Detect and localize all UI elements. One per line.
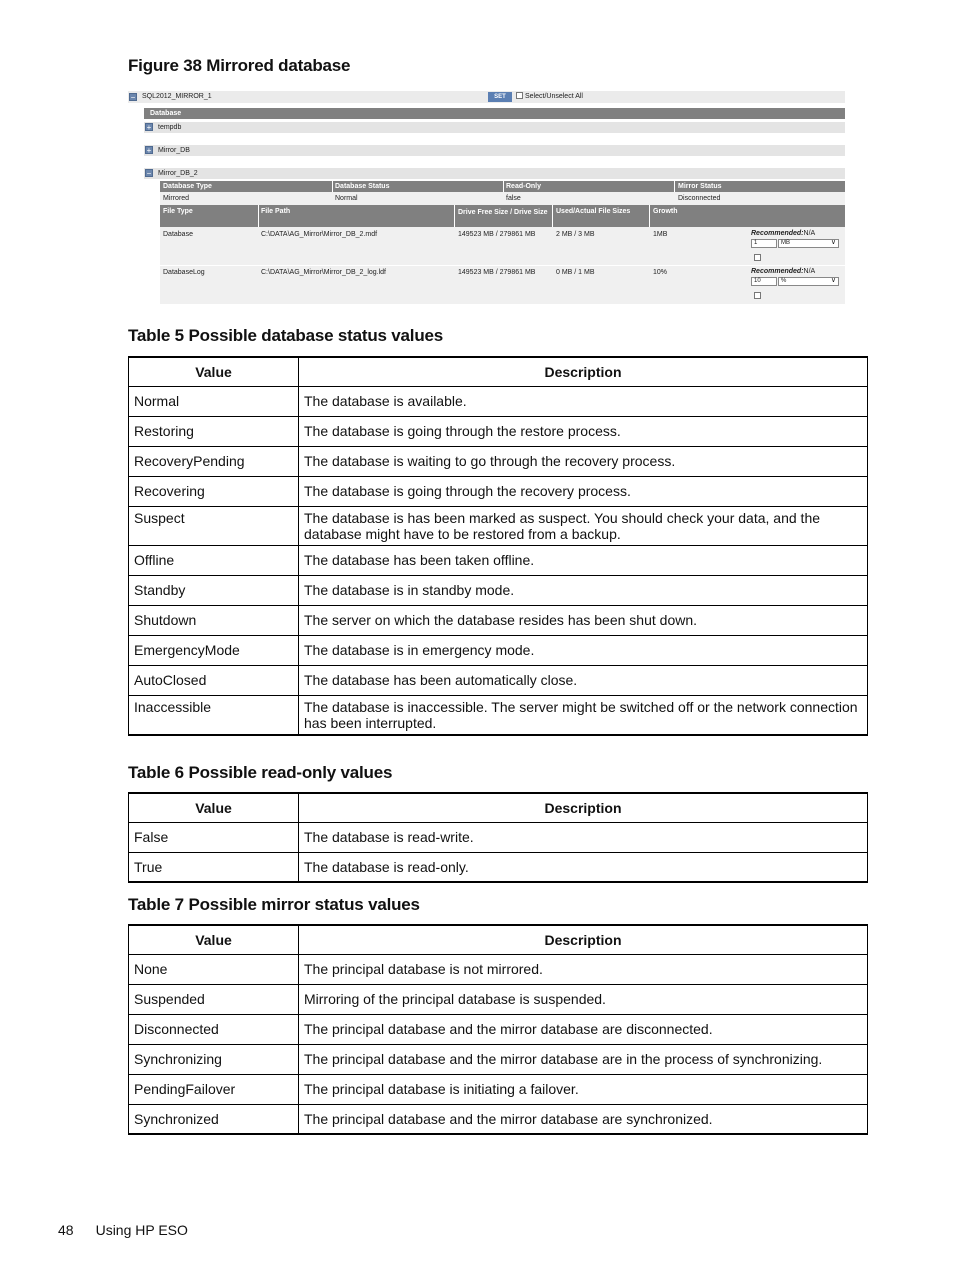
file-type: DatabaseLog (163, 269, 205, 276)
table-row (129, 545, 868, 575)
status-value: Standby (129, 575, 299, 605)
column-header-value: Value (129, 793, 299, 822)
status-value: RecoveryPending (129, 446, 299, 476)
header-database-type: Database Type (163, 183, 212, 190)
status-value: Shutdown (129, 605, 299, 635)
page-footer (58, 1222, 188, 1238)
file-type: Database (163, 231, 193, 238)
growth-checkbox[interactable] (754, 292, 761, 299)
growth-input[interactable]: 1 (751, 239, 777, 248)
header-drive-size: Drive Free Size / Drive Size (458, 209, 548, 216)
mirrored-database-screenshot (128, 87, 845, 304)
table6-caption: Table 6 Possible read-only values (128, 763, 393, 782)
table-row (129, 1104, 868, 1134)
db-name-mirror-db: Mirror_DB (158, 147, 190, 154)
status-value: Inaccessible (129, 695, 299, 735)
growth-unit-select[interactable] (778, 277, 839, 286)
table-row (129, 1074, 868, 1104)
status-value: Suspect (129, 506, 299, 545)
file-used-size: 0 MB / 1 MB (556, 269, 595, 276)
recommended-label: Recommended: (751, 268, 804, 275)
select-all-checkbox[interactable] (516, 92, 523, 99)
status-description: The database has been taken offline. (299, 545, 868, 575)
db-row-tempdb (144, 122, 845, 133)
status-description: The database is waiting to go through the recovery process. (299, 446, 868, 476)
file-path: C:\DATA\AG_Mirror\Mirror_DB_2_log.ldf (261, 269, 386, 276)
file-drive-size: 149523 MB / 279861 MB (458, 269, 536, 276)
file-path: C:\DATA\AG_Mirror\Mirror_DB_2.mdf (261, 231, 378, 238)
mirror-description: Mirroring of the principal database is suspended. (299, 984, 868, 1014)
mirror-description: The principal database and the mirror database are disconnected. (299, 1014, 868, 1044)
column-header-description: Description (299, 357, 868, 386)
mirror-value: None (129, 954, 299, 984)
table-row (129, 506, 868, 545)
value-database-status: Normal (335, 195, 358, 202)
growth-checkbox[interactable] (754, 254, 761, 261)
header-file-path: File Path (261, 208, 291, 215)
status-description: The database is has been marked as suspect. You should check your data, and the database might have to be restored from a backup. (299, 506, 868, 545)
status-description: The database is in standby mode. (299, 575, 868, 605)
file-growth: 10% (653, 269, 668, 276)
mirror-value: Synchronized (129, 1104, 299, 1134)
read-only-value: True (129, 852, 299, 882)
table-row (129, 822, 868, 852)
recommended-label: Recommended: (751, 230, 804, 237)
growth-unit-select[interactable] (778, 239, 839, 248)
status-description: The database is inaccessible. The server might be switched off or the network connection has been interrupted. (299, 695, 868, 735)
table-row (129, 635, 868, 665)
header-growth: Growth (653, 208, 678, 215)
status-description: The database is available. (299, 386, 868, 416)
select-all-label: Select/Unselect All (525, 93, 583, 100)
mirror-description: The principal database and the mirror database are synchronized. (299, 1104, 868, 1134)
mirror-description: The principal database is not mirrored. (299, 954, 868, 984)
status-description: The database is going through the recovery process. (299, 476, 868, 506)
file-growth: 1MB (653, 231, 668, 238)
status-value: Recovering (129, 476, 299, 506)
read-only-description: The database is read-only. (299, 852, 868, 882)
read-only-description: The database is read-write. (299, 822, 868, 852)
mirror-description: The principal database is initiating a failover. (299, 1074, 868, 1104)
expand-tempdb-icon[interactable]: + (146, 123, 152, 132)
collapse-mirror-db-2-icon[interactable]: − (146, 169, 152, 178)
status-value: EmergencyMode (129, 635, 299, 665)
file-used-size: 2 MB / 3 MB (556, 231, 595, 238)
mirror-status-table (128, 924, 868, 1135)
value-read-only: false (506, 195, 521, 202)
db-row-mirror-db (144, 145, 845, 156)
recommended-value: N/A (803, 268, 816, 275)
table-row (129, 1014, 868, 1044)
read-only-table (128, 792, 868, 883)
status-description: The server on which the database resides has been shut down. (299, 605, 868, 635)
table-row (129, 665, 868, 695)
recommended (751, 268, 815, 275)
table-row (129, 446, 868, 476)
set-button[interactable]: SET (488, 92, 512, 102)
expand-mirror-db-icon[interactable]: + (146, 146, 152, 155)
db-name-mirror-db-2: Mirror_DB_2 (158, 170, 198, 177)
mirror-value: Synchronizing (129, 1044, 299, 1074)
column-header-value: Value (129, 925, 299, 954)
table-row (129, 416, 868, 446)
table-row (129, 605, 868, 635)
mirror-value: Disconnected (129, 1014, 299, 1044)
growth-input[interactable]: 10 (751, 277, 777, 286)
mirror-description: The principal database and the mirror database are in the process of synchronizing. (299, 1044, 868, 1074)
column-header-description: Description (299, 793, 868, 822)
status-description: The database is in emergency mode. (299, 635, 868, 665)
status-value: Normal (129, 386, 299, 416)
figure-caption: Figure 38 Mirrored database (128, 56, 351, 75)
value-database-type: Mirrored (163, 195, 190, 202)
server-row (128, 91, 845, 103)
table-row (129, 1044, 868, 1074)
header-file-type: File Type (163, 208, 193, 215)
db-row-mirror-db-2 (144, 168, 845, 179)
table-row (129, 575, 868, 605)
table-row (129, 386, 868, 416)
database-status-table (128, 356, 868, 736)
mirror-value: Suspended (129, 984, 299, 1014)
page-number: 48 (58, 1222, 74, 1238)
chevron-down-icon: ∨ (830, 277, 836, 284)
header-database-status: Database Status (335, 183, 390, 190)
table7-caption: Table 7 Possible mirror status values (128, 895, 420, 914)
status-value: AutoClosed (129, 665, 299, 695)
header-used-sizes: Used/Actual File Sizes (556, 208, 631, 215)
growth-unit-value: % (781, 278, 787, 284)
collapse-server-icon[interactable]: − (130, 93, 136, 102)
status-description: The database is going through the restore process. (299, 416, 868, 446)
recommended (751, 230, 815, 237)
recommended-value: N/A (803, 230, 816, 237)
database-header: Database (144, 108, 845, 119)
table-row (129, 852, 868, 882)
mirror-value: PendingFailover (129, 1074, 299, 1104)
table-row (129, 954, 868, 984)
status-description: The database has been automatically close. (299, 665, 868, 695)
server-name: SQL2012_MIRROR_1 (142, 93, 212, 100)
value-mirror-status: Disconnected (678, 195, 721, 202)
table-row (129, 695, 868, 735)
header-read-only: Read-Only (506, 183, 542, 190)
growth-unit-value: MB (781, 240, 790, 246)
table5-caption: Table 5 Possible database status values (128, 326, 444, 345)
table-row (129, 984, 868, 1014)
table-row (129, 476, 868, 506)
header-mirror-status: Mirror Status (678, 183, 722, 190)
db-name-tempdb: tempdb (158, 124, 182, 131)
column-header-value: Value (129, 357, 299, 386)
column-header-description: Description (299, 925, 868, 954)
footer-section: Using HP ESO (95, 1222, 188, 1238)
chevron-down-icon: ∨ (830, 239, 836, 246)
status-value: Restoring (129, 416, 299, 446)
status-value: Offline (129, 545, 299, 575)
read-only-value: False (129, 822, 299, 852)
file-drive-size: 149523 MB / 279861 MB (458, 231, 536, 238)
